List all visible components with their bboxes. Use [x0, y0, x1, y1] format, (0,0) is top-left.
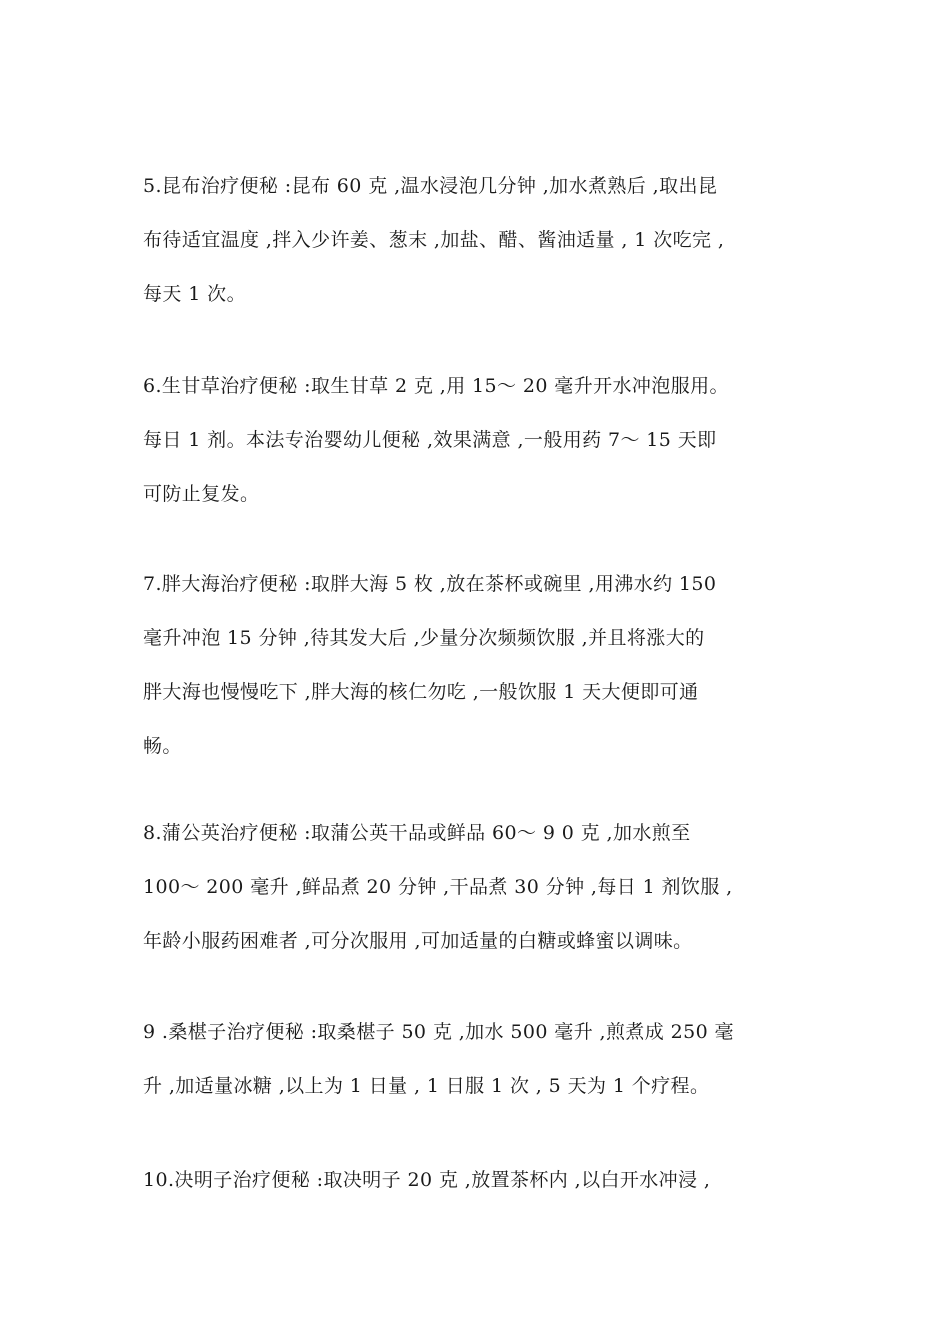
text-line: 100～ 200 毫升 ,鲜品煮 20 分钟 ,干品煮 30 分钟 ,每日 1 剂饮服 ,	[143, 876, 733, 898]
paragraph-gancao	[143, 372, 813, 534]
text-line: 9 .桑椹子治疗便秘 :取桑椹子 50 克 ,加水 500 毫升 ,煎煮成 250 毫	[143, 1021, 734, 1043]
text-line: 升 ,加适量冰糖 ,以上为 1 日量 , 1 日服 1 次 , 5 天为 1 个疗程。	[143, 1075, 710, 1097]
paragraph-juemingzi	[143, 1166, 813, 1220]
text-line: 6.生甘草治疗便秘 :取生甘草 2 克 ,用 15～ 20 毫升开水冲泡服用。	[143, 375, 729, 397]
text-line: 布待适宜温度 ,拌入少许姜、葱末 ,加盐、醋、酱油适量 , 1 次吃完 ,	[143, 229, 725, 251]
text-line: 每日 1 剂。本法专治婴幼儿便秘 ,效果满意 ,一般用药 7～ 15 天即	[143, 429, 717, 451]
paragraph-kunbu	[143, 172, 813, 334]
text-line: 每天 1 次。	[143, 283, 246, 305]
text-line: 年龄小服药困难者 ,可分次服用 ,可加适量的白糖或蜂蜜以调味。	[143, 930, 693, 952]
text-line: 畅。	[143, 735, 182, 757]
paragraph-pangdahai	[143, 570, 813, 786]
text-line: 胖大海也慢慢吃下 ,胖大海的核仁勿吃 ,一般饮服 1 天大便即可通	[143, 681, 699, 703]
text-line: 8.蒲公英治疗便秘 :取蒲公英干品或鲜品 60～ 9 0 克 ,加水煎至	[143, 822, 691, 844]
paragraph-sangshenzi	[143, 1018, 813, 1126]
text-line: 10.决明子治疗便秘 :取决明子 20 克 ,放置茶杯内 ,以白开水冲浸 ,	[143, 1169, 711, 1191]
paragraph-pugongying	[143, 819, 813, 981]
text-line: 7.胖大海治疗便秘 :取胖大海 5 枚 ,放在茶杯或碗里 ,用沸水约 150	[143, 573, 717, 595]
text-line: 毫升冲泡 15 分钟 ,待其发大后 ,少量分次频频饮服 ,并且将涨大的	[143, 627, 705, 649]
text-line: 可防止复发。	[143, 483, 260, 505]
text-line: 5.昆布治疗便秘 :昆布 60 克 ,温水浸泡几分钟 ,加水煮熟后 ,取出昆	[143, 175, 718, 197]
